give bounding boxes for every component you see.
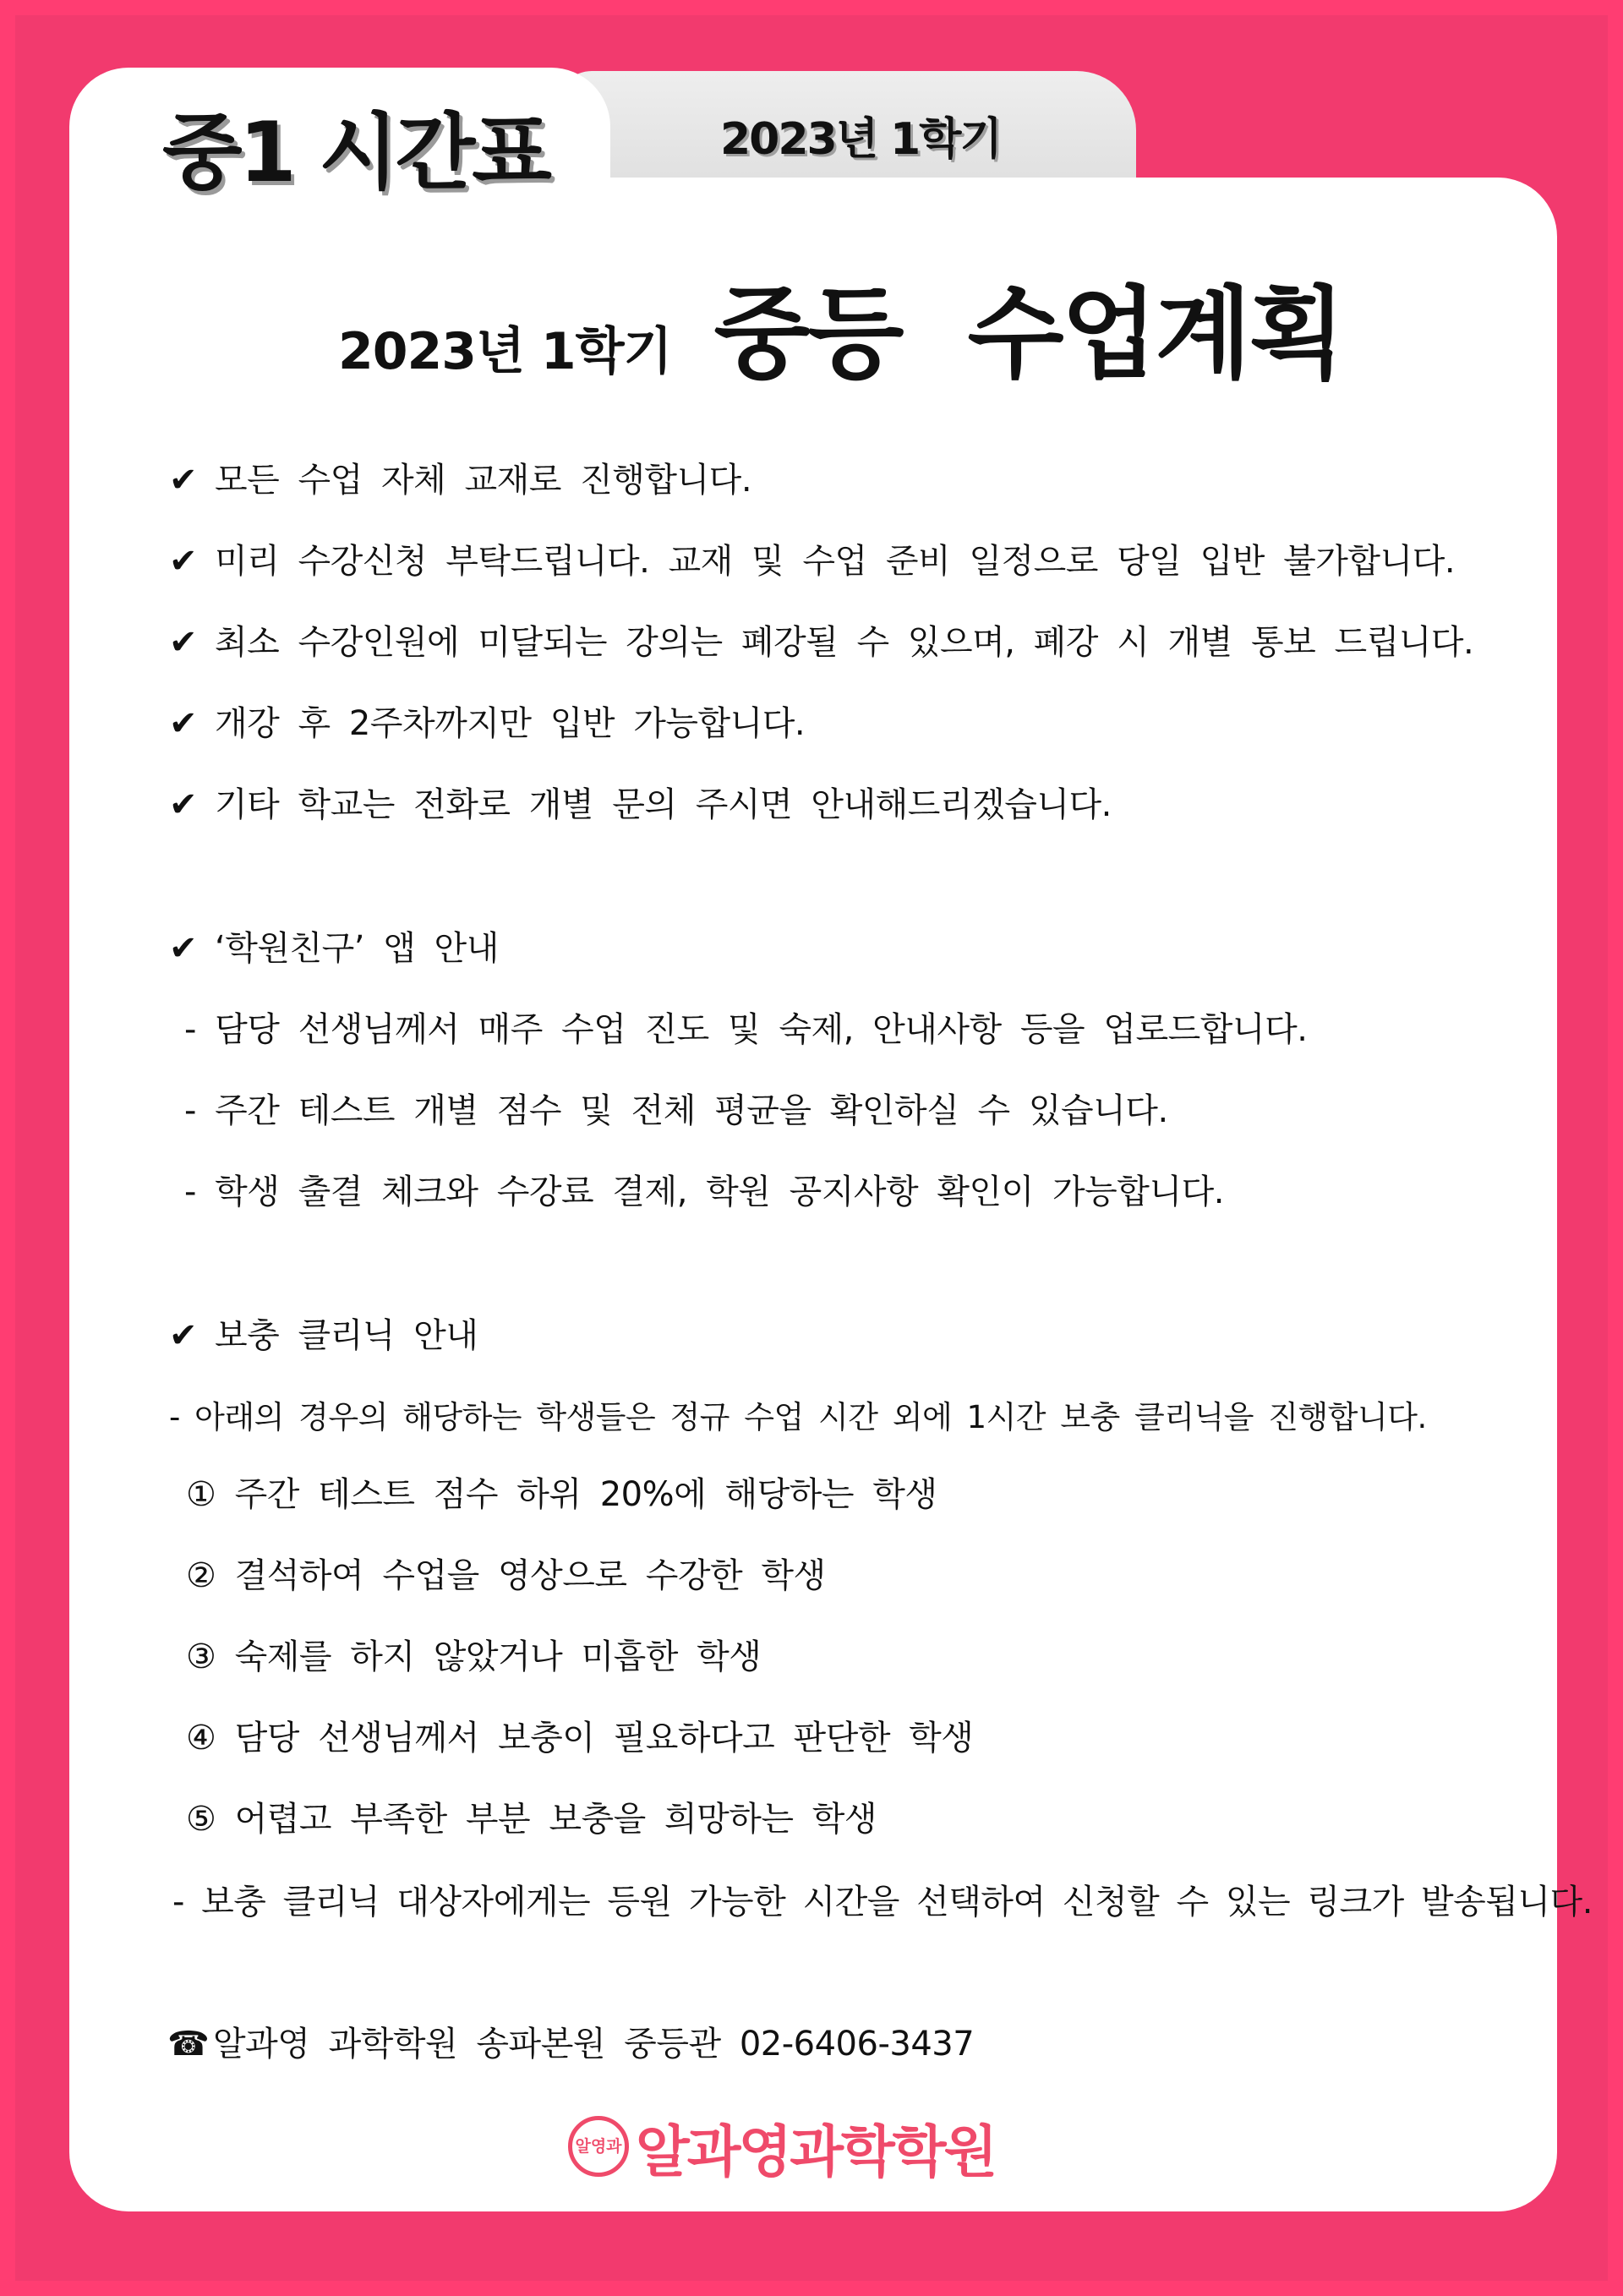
- check-icon: ✔: [169, 1316, 198, 1355]
- clinic-section-title: [169, 1309, 478, 1357]
- app-section-label: ‘학원친구’ 앱 안내: [215, 929, 499, 968]
- clinic-item: ④ 담당 선생님께서 보충이 필요하다고 판단한 학생: [186, 1719, 974, 1758]
- clinic-section-label: 보충 클리닉 안내: [215, 1316, 478, 1355]
- check-icon: ✔: [169, 542, 198, 581]
- contact-text: 알과영 과학학원 송파본원 중등관 02-6406-3437: [213, 2025, 975, 2064]
- heading-main: 중등 수업계획: [713, 276, 1343, 392]
- clinic-item: ② 결석하여 수업을 영상으로 수강한 학생: [186, 1556, 826, 1595]
- notice-text: 기타 학교는 전화로 개별 문의 주시면 안내해드리겠습니다.: [215, 785, 1112, 824]
- notice-text: 미리 수강신청 부탁드립니다. 교재 및 수업 준비 일정으로 당일 입반 불가합니다.: [215, 542, 1456, 581]
- check-icon: ✔: [169, 929, 198, 968]
- notice-text: 최소 수강인원에 미달되는 강의는 폐강될 수 있으며, 폐강 시 개별 통보 드립니다.: [215, 623, 1474, 662]
- notice-item: [169, 453, 751, 501]
- main-heading: [338, 254, 1343, 397]
- logo-badge: 알영과: [568, 2116, 629, 2177]
- contact-line: [167, 2017, 974, 2065]
- page-title: 중1 시간표: [162, 105, 549, 201]
- clinic-item: ① 주간 테스트 점수 하위 20%에 해당하는 학생: [186, 1475, 937, 1514]
- check-icon: ✔: [169, 704, 198, 743]
- notice-item: [169, 615, 1473, 664]
- heading-term: 2023년 1학기: [338, 322, 672, 381]
- app-item: - 담당 선생님께서 매주 수업 진도 및 숙제, 안내사항 등을 업로드합니다.: [184, 1010, 1308, 1049]
- app-item: - 학생 출결 체크와 수강료 결제, 학원 공지사항 확인이 가능합니다.: [184, 1173, 1224, 1211]
- logo-text: 알과영과학학원: [636, 2118, 996, 2184]
- phone-icon: ☎: [167, 2025, 210, 2064]
- check-icon: ✔: [169, 461, 198, 500]
- check-icon: ✔: [169, 623, 198, 662]
- notice-item: [169, 534, 1455, 582]
- clinic-item: ③ 숙제를 하지 않았거나 미흡한 학생: [186, 1637, 762, 1676]
- app-item: - 주간 테스트 개별 점수 및 전체 평균을 확인하실 수 있습니다.: [184, 1091, 1168, 1130]
- notice-text: 모든 수업 자체 교재로 진행합니다.: [215, 461, 752, 500]
- notice-item: [169, 697, 805, 745]
- notice-item: [169, 778, 1112, 826]
- clinic-intro: - 아래의 경우의 해당하는 학생들은 정규 수업 시간 외에 1시간 보충 클리닉을 진행합니다.: [169, 1399, 1427, 1435]
- academy-logo: [568, 2111, 995, 2182]
- notice-text: 개강 후 2주차까지만 입반 가능합니다.: [215, 704, 806, 743]
- term-label: 2023년 1학기: [720, 114, 1001, 165]
- app-section-title: [169, 921, 499, 970]
- clinic-item: ⑤ 어렵고 부족한 부분 보충을 희망하는 학생: [186, 1800, 877, 1839]
- clinic-footer: - 보충 클리닉 대상자에게는 등원 가능한 시간을 선택하여 신청할 수 있는 링크가 발송됩니다.: [172, 1883, 1593, 1922]
- check-icon: ✔: [169, 785, 198, 824]
